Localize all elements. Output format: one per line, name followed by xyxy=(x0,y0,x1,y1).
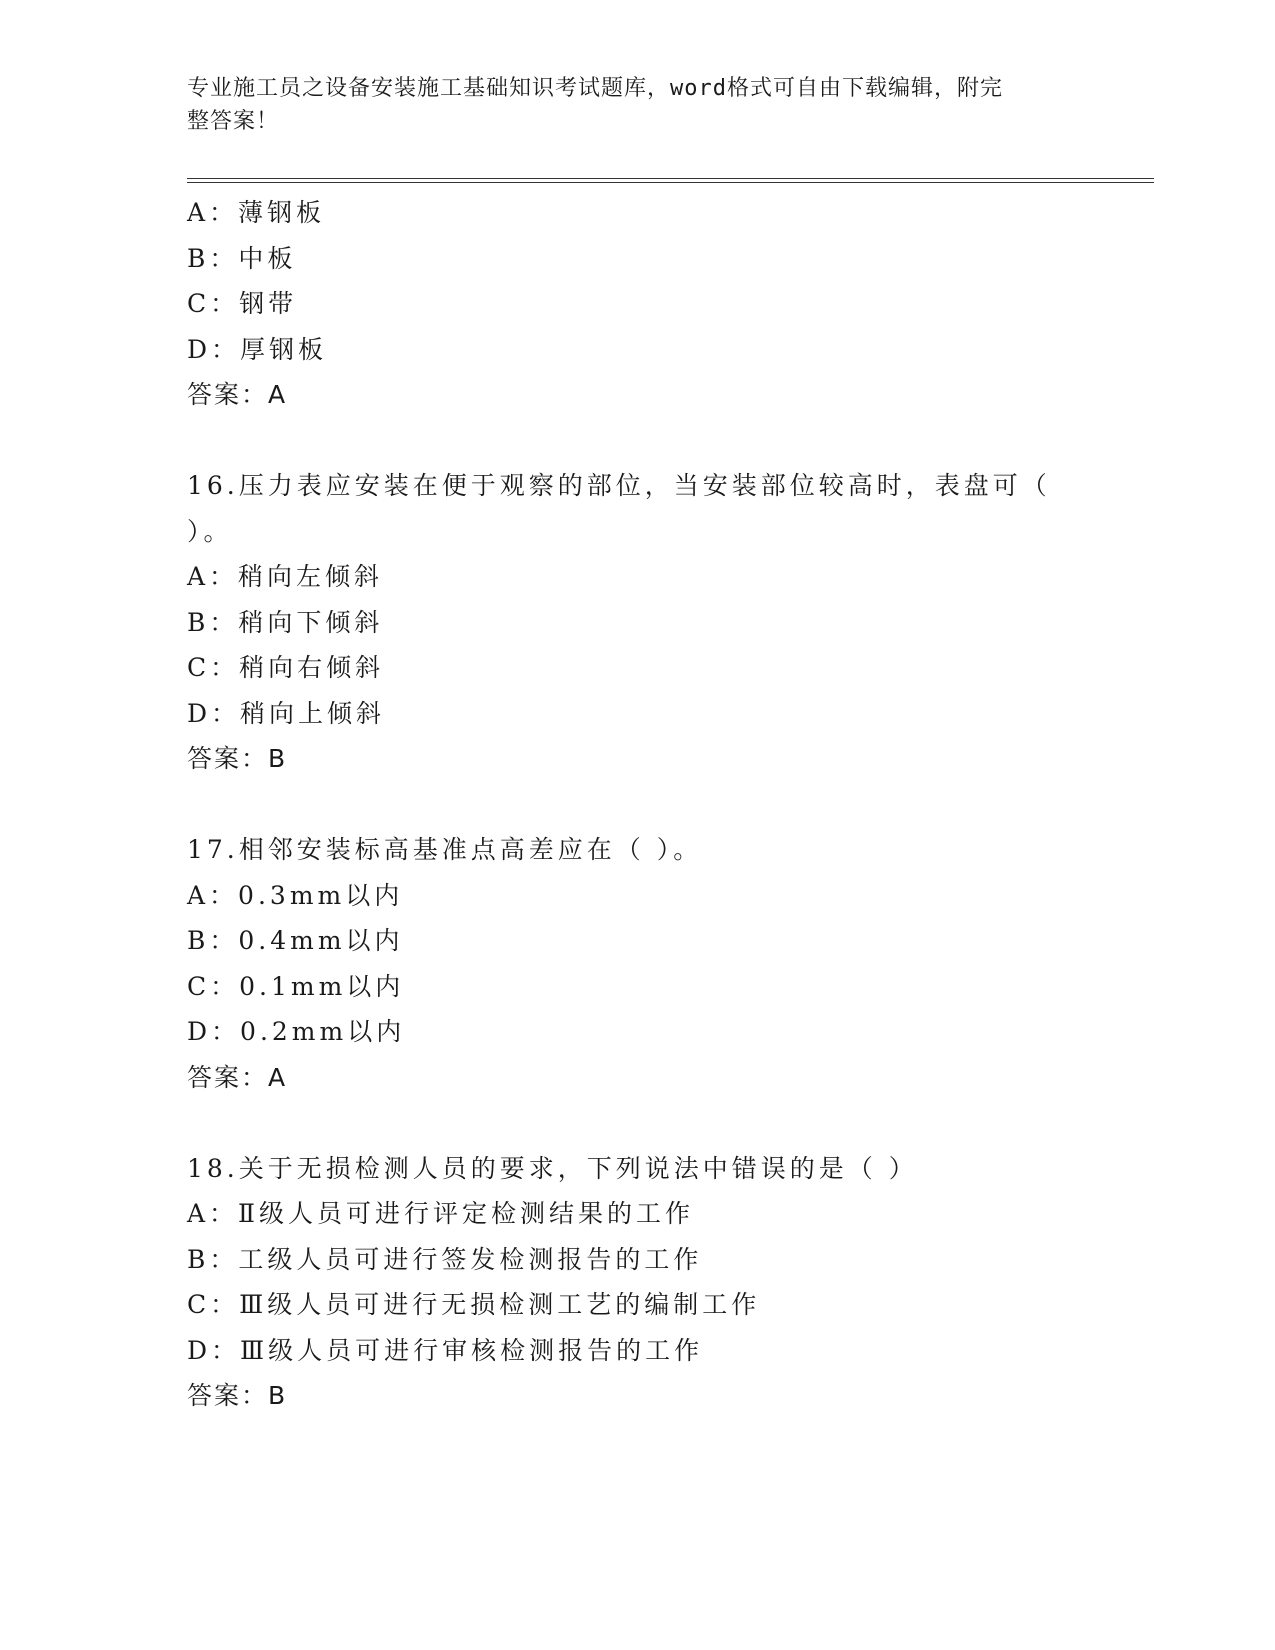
q16-option-d: D：稍向上倾斜 xyxy=(187,698,386,728)
q17-option-a: A：0.3mm以内 xyxy=(187,880,404,910)
q16-option-c: C：稍向右倾斜 xyxy=(187,653,385,682)
q18-answer: 答案：B xyxy=(187,1381,288,1410)
q18-option-b: B：工级人员可进行签发检测报告的工作 xyxy=(187,1244,703,1274)
q16-question-line-1: 16.压力表应安装在便于观察的部位，当安装部位较高时，表盘可（ xyxy=(187,471,1051,500)
q18-question: 18.关于无损检测人员的要求，下列说法中错误的是（ ） xyxy=(187,1153,918,1183)
header-divider-top xyxy=(187,178,1154,179)
spacer xyxy=(187,782,1087,828)
q16-question-line-2: ）。 xyxy=(187,516,233,546)
q17-question: 17.相邻安装标高基准点高差应在（ ）。 xyxy=(187,835,703,864)
q15-answer: 答案：A xyxy=(187,380,288,409)
spacer xyxy=(187,1100,1087,1146)
spacer xyxy=(187,418,1087,464)
q15-option-d: D：厚钢板 xyxy=(187,334,328,364)
question-list xyxy=(187,190,1087,1419)
q15-option-a: A：薄钢板 xyxy=(187,198,326,227)
q16-answer: 答案：B xyxy=(187,744,288,773)
header-line-2: 整答案！ xyxy=(187,109,280,134)
header-line-1: 专业施工员之设备安装施工基础知识考试题库，word格式可自由下载编辑，附完 xyxy=(187,76,1003,101)
q16-option-a: A：稍向左倾斜 xyxy=(187,562,384,591)
q17-option-d: D：0.2mm以内 xyxy=(187,1017,406,1046)
document-header xyxy=(187,72,1067,138)
q17-answer: 答案：A xyxy=(187,1062,288,1092)
q15-option-c: C：钢带 xyxy=(187,289,298,318)
q17-option-b: B：0.4mm以内 xyxy=(187,926,404,955)
q18-option-a: A：Ⅱ级人员可进行评定检测结果的工作 xyxy=(187,1199,695,1228)
q17-option-c: C：0.1mm以内 xyxy=(187,971,405,1001)
q16-option-b: B：稍向下倾斜 xyxy=(187,607,384,637)
q15-option-b: B：中板 xyxy=(187,243,297,273)
q18-option-c: C：Ⅲ级人员可进行无损检测工艺的编制工作 xyxy=(187,1290,761,1319)
q18-option-d: D：Ⅲ级人员可进行审核检测报告的工作 xyxy=(187,1335,704,1365)
header-divider-bottom xyxy=(187,182,1154,183)
